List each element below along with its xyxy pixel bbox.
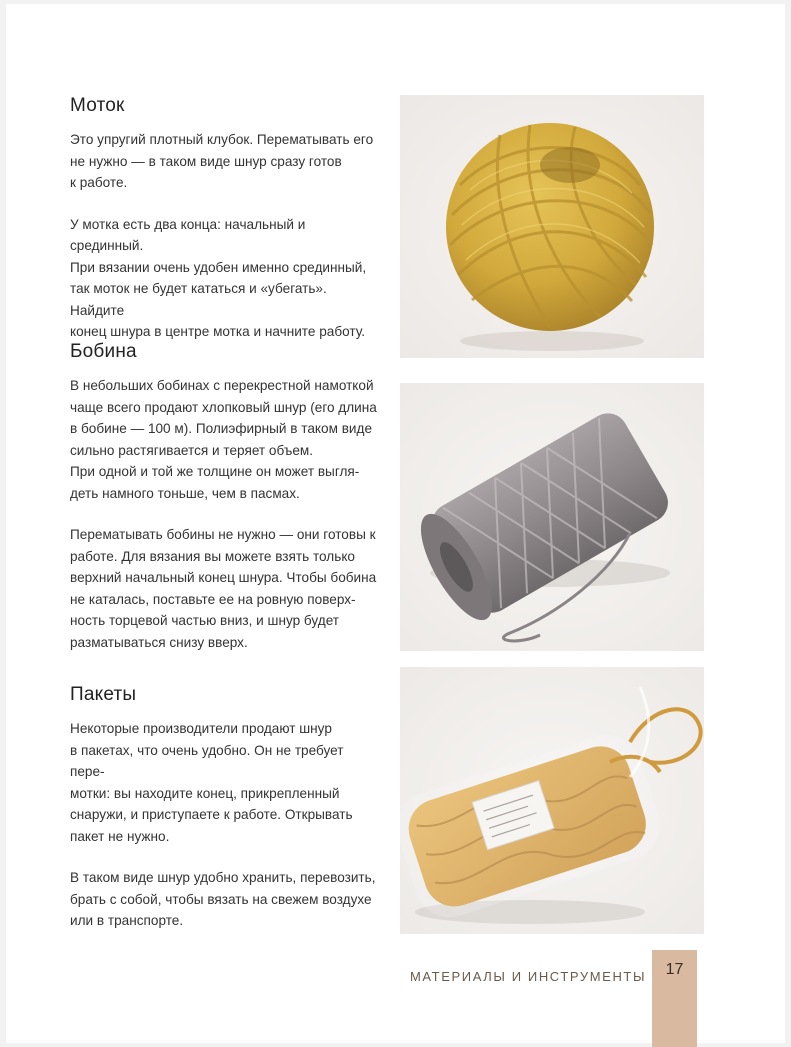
- section-paragraph: У мотка есть два конца: начальный и срединный. При вязании очень удобен именно срединный, так моток не будет кататься и «убегать». Найдите конец шнура в центре мотка и начните работу.: [70, 216, 367, 339]
- section-heading: Пакеты: [70, 684, 137, 705]
- yarn-ball-photo: [400, 95, 704, 358]
- yarn-bag-photo: [400, 667, 704, 934]
- section-heading: Моток: [70, 95, 125, 116]
- section-paragraph: Перематывать бобины не нужно — они готовы к работе. Для вязания вы можете взять только верхний начальный конец шнура. Чтобы бобина не каталась, поставьте ее на ровную поверх- ность торцевой частью вниз, и шнур будет разматываться снизу вверх.: [70, 527, 377, 650]
- section-heading: Бобина: [70, 341, 137, 362]
- section-pakety: [70, 684, 380, 952]
- chapter-title: МАТЕРИАЛЫ И ИНСТРУМЕНТЫ: [410, 969, 647, 984]
- section-motok: [70, 95, 380, 363]
- section-paragraph: В небольших бобинах с перекрестной намоткой чаще всего продают хлопковый шнур (его длина в бобине — 100 м). Полиэфирный в таком виде сильно растягивается и теряет объем. При одной и той же толщине он может выгля- деть намного тоньше, чем в пасмах.: [70, 378, 377, 501]
- page-number: 17: [665, 961, 684, 978]
- section-paragraph: В таком виде шнур удобно хранить, перевозить, брать с собой, чтобы вязать на свежем воздухе или в транспорте.: [70, 870, 376, 928]
- section-paragraph: Это упругий плотный клубок. Перематывать его не нужно — в таком виде шнур сразу готов к работе.: [70, 132, 374, 190]
- book-page: [6, 4, 785, 1043]
- section-bobina: [70, 341, 380, 673]
- section-paragraph: Некоторые производители продают шнур в пакетах, что очень удобно. Он не требует пере- мотки: вы находите конец, прикрепленный снаружи, и приступаете к работе. Открывать пакет не нужно.: [70, 721, 353, 844]
- yarn-bobbin-photo: [400, 383, 704, 651]
- page-number-tab: [652, 950, 697, 1047]
